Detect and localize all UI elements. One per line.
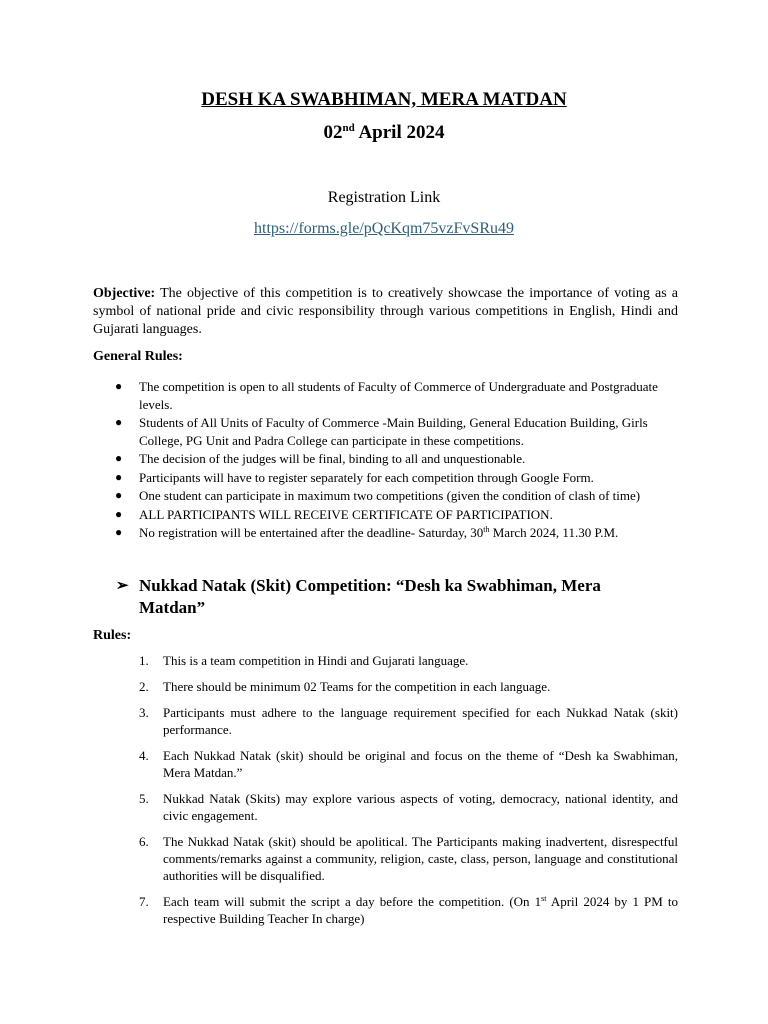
competition-heading-text: Nukkad Natak (Skit) Competition: “Desh ka Swabhiman, Mera Matdan” <box>139 576 601 617</box>
registration-link-wrap <box>0 219 768 239</box>
list-item <box>93 833 678 884</box>
bullet-icon: ● <box>115 451 123 465</box>
list-item-text: The decision of the judges will be final, binding to all and unquestionable. <box>139 451 526 466</box>
list-item <box>93 378 678 413</box>
bullet-icon: ● <box>115 415 123 429</box>
competition-rules-list <box>93 652 678 936</box>
list-item-text: One student can participate in maximum two competitions (given the condition of clash of time) <box>139 488 641 503</box>
list-item-text: The competition is open to all students of Faculty of Commerce of Undergraduate and Postgraduate levels. <box>139 379 658 412</box>
list-number: 3. <box>139 705 149 720</box>
bullet-icon: ● <box>115 469 123 484</box>
list-item-text: ALL PARTICIPANTS WILL RECEIVE CERTIFICATE OF PARTICIPATION. <box>139 506 553 522</box>
list-item <box>93 469 678 487</box>
list-item-text: Nukkad Natak (Skits) may explore various aspects of voting, democracy, national identity, and civic engagement. <box>163 791 678 823</box>
list-number: 4. <box>139 748 149 763</box>
bullet-icon: ● <box>115 379 123 393</box>
list-item <box>93 506 678 524</box>
list-item <box>93 747 678 781</box>
competition-heading <box>116 575 656 619</box>
list-item <box>93 487 678 505</box>
list-item <box>93 450 678 468</box>
list-item <box>93 678 678 695</box>
list-item <box>93 893 678 927</box>
list-item <box>93 652 678 669</box>
deadline-text-after: March 2024, 11.30 P.M. <box>489 525 619 540</box>
list-item <box>93 704 678 738</box>
date-rest: April 2024 <box>358 122 445 143</box>
registration-link[interactable]: https://forms.gle/pQcKqm75vzFvSRu49 <box>254 220 514 237</box>
list-number: 5. <box>139 791 149 806</box>
list-item-text: There should be minimum 02 Teams for the competition in each language. <box>163 679 551 694</box>
list-item-text: This is a team competition in Hindi and Gujarati language. <box>163 653 469 668</box>
bullet-icon: ● <box>115 506 123 521</box>
date-day: 02 <box>323 122 343 143</box>
list-item-text: The Nukkad Natak (skit) should be apolitical. The Participants making inadvertent, disrespectful comments/remarks against a community, religion, caste, class, person, language and constitutional authorities will be disqualified. <box>163 834 678 883</box>
list-item <box>93 790 678 824</box>
list-item-text: Participants must adhere to the language requirement specified for each Nukkad Natak (skit) performance. <box>163 705 678 737</box>
rule-7-sup: st <box>541 894 547 903</box>
rule-7-before: Each team will submit the script a day before the competition. (On 1 <box>163 894 542 909</box>
date-suffix: nd <box>342 122 355 134</box>
objective-text: The objective of this competition is to creatively showcase the importance of voting as a symbol of national pride and civic responsibility through various competitions in English, Hindi and Gujarati languages. <box>93 286 678 337</box>
deadline-sup: th <box>483 525 490 534</box>
general-rules-heading: General Rules: <box>93 349 183 364</box>
bullet-icon: ● <box>115 525 123 539</box>
registration-label: Registration Link <box>327 189 441 206</box>
arrow-bullet-icon: ➢ <box>116 578 129 594</box>
list-number: 6. <box>139 834 149 849</box>
list-number: 7. <box>139 894 149 909</box>
list-item <box>93 524 678 542</box>
list-item-text: Participants will have to register separately for each competition through Google Form. <box>139 469 594 485</box>
deadline-text-before: No registration will be entertained after the deadline- Saturday, 30 <box>139 525 484 540</box>
general-rules-list <box>93 378 678 543</box>
bullet-icon: ● <box>115 488 123 502</box>
event-date <box>0 121 768 145</box>
list-item <box>93 414 678 449</box>
list-item-text: Students of All Units of Faculty of Commerce -Main Building, General Education Building, Girls College, PG Unit and Padra College can participate in these competitions. <box>139 415 648 448</box>
rules-heading: Rules: <box>93 628 132 643</box>
page-title: DESH KA SWABHIMAN, MERA MATDAN <box>201 89 567 110</box>
objective-label: Objective: <box>93 286 156 301</box>
list-number: 2. <box>139 679 149 694</box>
objective-paragraph <box>93 285 678 339</box>
rule-7-text <box>163 894 678 926</box>
list-item-text: Each Nukkad Natak (skit) should be original and focus on the theme of “Desh ka Swabhiman, Mera Matdan.” <box>163 748 678 780</box>
deadline-text <box>139 525 618 540</box>
rule-7-after: April 2024 by 1 PM to respective Building Teacher In charge) <box>163 894 678 926</box>
list-number: 1. <box>139 653 149 668</box>
